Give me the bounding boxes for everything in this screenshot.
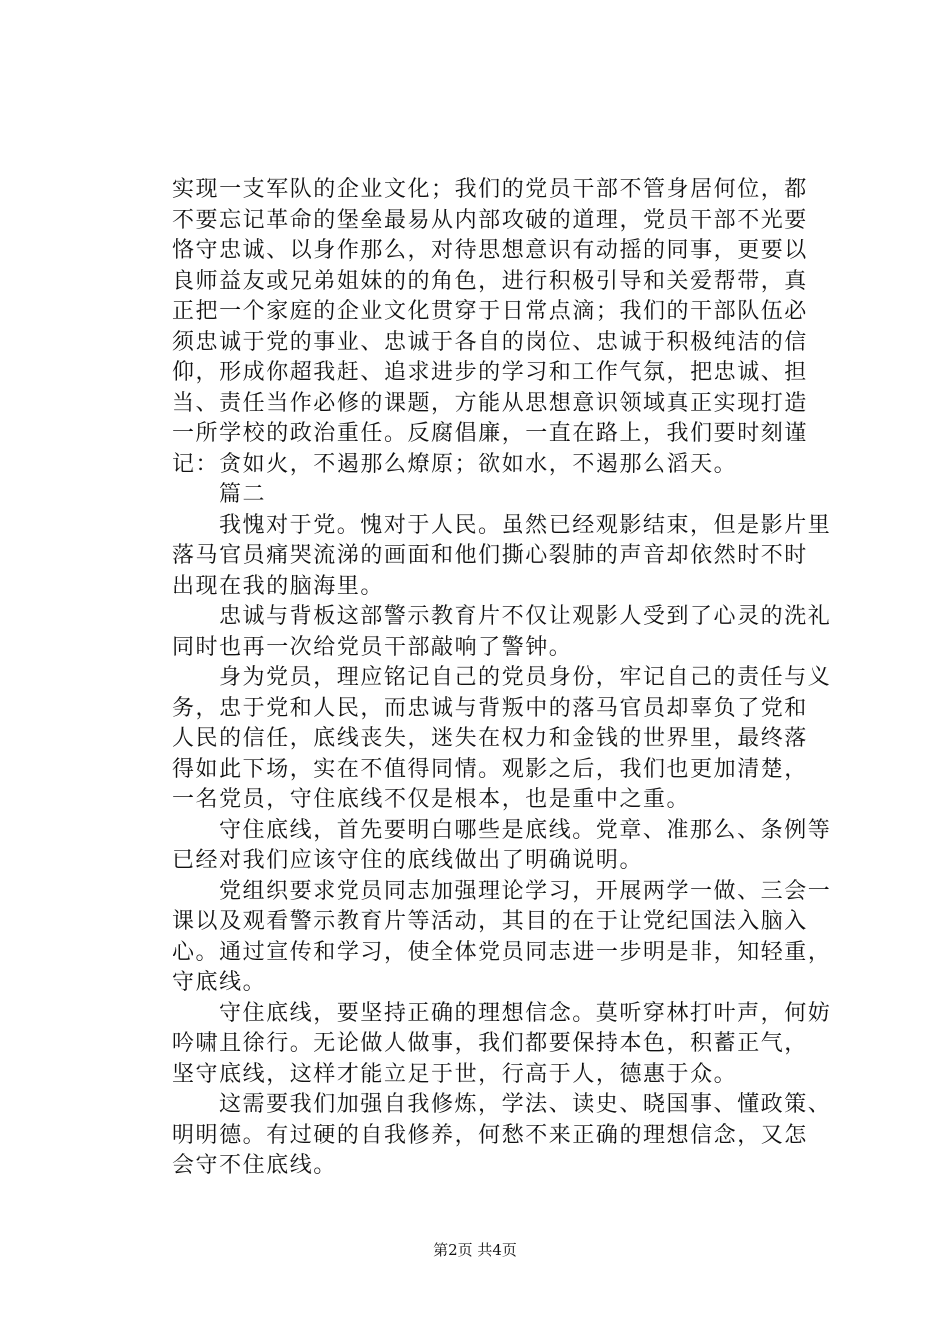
text-line: 恪守忠诚、以身作那么，对待思想意识有动摇的同事，更要以 [172, 238, 808, 263]
text-line: 吟啸且徐行。无论做人做事，我们都要保持本色，积蓄正气， [172, 1031, 808, 1056]
text-line: 出现在我的脑海里。 [172, 573, 384, 599]
text-line: 已经对我们应该守住的底线做出了明确说明。 [172, 848, 644, 873]
text-line: 明明德。有过硬的自我修养，何愁不来正确的理想信念，又怎 [172, 1122, 808, 1148]
text-line: 课以及观看警示教育片等活动，其目的在于让党纪国法入脑入 [172, 909, 808, 934]
text-line: 一名党员，守住底线不仅是根本，也是重中之重。 [172, 787, 691, 812]
text-line: 党组织要求党员同志加强理论学习，开展两学一做、三会一 [219, 878, 832, 904]
text-line: 人民的信任，底线丧失，迷失在权力和金钱的世界里，最终落 [172, 726, 808, 751]
text-line: 身为党员，理应铭记自己的党员身份，牢记自己的责任与义 [219, 665, 832, 690]
text-line: 仰，形成你超我赶、追求进步的学习和工作气氛，把忠诚、担 [172, 360, 808, 385]
text-line: 实现一支军队的企业文化；我们的党员干部不管身居何位，都 [172, 177, 808, 202]
document-body [172, 175, 832, 1182]
text-line: 坚守底线，这样才能立足于世，行高于人，德惠于众。 [172, 1061, 738, 1087]
text-line: 正把一个家庭的企业文化贯穿于日常点滴；我们的干部队伍必 [172, 299, 808, 324]
text-line: 守住底线，要坚持正确的理想信念。莫听穿林打叶声，何妨 [219, 1000, 832, 1026]
text-line: 记：贪如火，不遏那么燎原；欲如水，不遏那么滔天。 [172, 451, 738, 477]
text-line: 这需要我们加强自我修炼，学法、读史、晓国事、懂政策、 [219, 1092, 832, 1117]
text-line: 守住底线，首先要明白哪些是底线。党章、准那么、条例等 [219, 817, 832, 843]
text-line: 当、责任当作必修的课题，方能从思想意识领域真正实现打造 [172, 390, 808, 416]
text-line: 同时也再一次给党员干部敲响了警钟。 [172, 634, 573, 660]
text-line: 一所学校的政治重任。反腐倡廉，一直在路上，我们要时刻谨 [172, 421, 808, 446]
text-line: 务，忠于党和人民，而忠诚与背叛中的落马官员却辜负了党和 [172, 695, 808, 721]
text-line: 良师益友或兄弟姐妹的的角色，进行积极引导和关爱帮带，真 [172, 268, 808, 294]
text-line: 我愧对于党。愧对于人民。虽然已经观影结束，但是影片里 [219, 512, 832, 538]
text-line: 忠诚与背板这部警示教育片不仅让观影人受到了心灵的洗礼 [219, 604, 832, 629]
text-line: 守底线。 [172, 970, 267, 995]
page-footer: 第2页 共4页 [433, 1241, 517, 1259]
text-line: 得如此下场，实在不值得同情。观影之后，我们也更加清楚， [172, 756, 808, 782]
text-line: 篇二 [219, 482, 267, 507]
text-line: 落马官员痛哭流涕的画面和他们撕心裂肺的声音却依然时不时 [172, 543, 808, 568]
text-line: 不要忘记革命的堡垒最易从内部攻破的道理，党员干部不光要 [172, 207, 808, 233]
text-line: 会守不住底线。 [172, 1153, 337, 1178]
text-line: 须忠诚于党的事业、忠诚于各自的岗位、忠诚于积极纯洁的信 [172, 329, 808, 355]
text-line: 心。通过宣传和学习，使全体党员同志进一步明是非，知轻重， [172, 939, 832, 965]
